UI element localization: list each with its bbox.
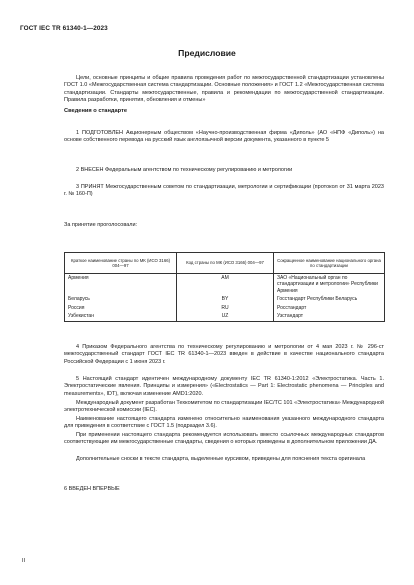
preface-paragraph: Цели, основные принципы и общие правила проведения работ по межгосударственной стандартизации установлены ГОСТ 1.0 «Межгосударственная система стандартизации. Основные положения» и ГОСТ 1.2 «Межгосударственная система стандартизации. Стандарты межгосударственные, правила и рекомендации по межгосударственной стандартизации. Правила разработки, принятия, обновления и отмены» bbox=[64, 75, 384, 103]
cell-body: ЗАО «Национальный орган по стандартизации и метрологии» Республики Армения bbox=[274, 274, 385, 296]
cell-country: Армения bbox=[65, 274, 177, 296]
table-row bbox=[65, 295, 385, 303]
about-standard-heading: Сведения о стандарте bbox=[64, 108, 128, 114]
cell-country: Узбекистан bbox=[65, 312, 177, 322]
item-5-recommendation: При применении настоящего стандарта рекомендуется использовать вместо ссылочных международных стандартов соответствующие им межгосударственные стандарты, сведения о которых приведены в дополнительном приложении ДА. bbox=[64, 432, 384, 446]
cell-body: Росстандарт bbox=[274, 304, 385, 312]
table-row bbox=[65, 274, 385, 296]
item-2-introduced: 2 ВНЕСЕН Федеральным агентством по техническому регулированию и метрологии bbox=[76, 167, 293, 173]
item-5-developed-by: Международный документ разработан Техкомитетом по стандартизации IEC/TC 101 «Электростатика» Международной электротехнической комиссии (IEC). bbox=[64, 400, 384, 414]
cell-code: RU bbox=[177, 304, 274, 312]
cell-country: Беларусь bbox=[65, 295, 177, 303]
voting-states-table bbox=[64, 252, 385, 322]
table-row bbox=[65, 304, 385, 312]
table-row bbox=[65, 312, 385, 322]
table-header-country: Краткое наименование страны по МК (ИСО 3166) 004—97 bbox=[65, 253, 177, 274]
table-header-body: Сокращенное наименование национального органа по стандартизации bbox=[274, 253, 385, 274]
item-5-footnotes: Дополнительные сноски в тексте стандарта, выделенные курсивом, приведены для пояснения текста оригинала bbox=[76, 456, 366, 462]
page-number: II bbox=[22, 558, 26, 564]
item-1-prepared: 1 ПОДГОТОВЛЕН Акционерным обществом «Научно-производственная фирма «Диполь» (АО «НПФ «Диполь») на основе собственного перевода на русский язык англоязычной версии документа, указанного в пункте 5 bbox=[64, 130, 384, 144]
cell-code: UZ bbox=[177, 312, 274, 322]
item-4-order: 4 Приказом Федерального агентства по техническому регулированию и метрологии от 4 мая 2023 г. № 296-ст межгосударственный стандарт ГОСТ IEC TR 61340-1—2023 введен в действие в качестве национального стандарта Российской Федерации с 1 июня 2023 г. bbox=[64, 344, 384, 365]
cell-body: Узстандарт bbox=[274, 312, 385, 322]
standard-header: ГОСТ IEC TR 61340-1—2023 bbox=[20, 25, 108, 32]
item-5-name-change: Наименование настоящего стандарта изменено относительно наименования указанного международного стандарта для приведения в соответствие с ГОСТ 1.5 (подраздел 3.6). bbox=[64, 416, 384, 430]
cell-country: Россия bbox=[65, 304, 177, 312]
page-title: Предисловие bbox=[178, 48, 236, 58]
voted-label: За принятие проголосовали: bbox=[64, 222, 138, 228]
cell-code: BY bbox=[177, 295, 274, 303]
cell-code: AM bbox=[177, 274, 274, 296]
item-3-adopted: 3 ПРИНЯТ Межгосударственным советом по стандартизации, метрологии и сертификации (протокол от 31 марта 2023 г. № 160-П) bbox=[64, 184, 384, 198]
table-header-code: Код страны по МК (ИСО 3166) 004—97 bbox=[177, 253, 274, 274]
cell-body: Госстандарт Республики Беларусь bbox=[274, 295, 385, 303]
item-5-identical: 5 Настоящий стандарт идентичен международному документу IEC TR 61340-1:2012 «Электростатика. Часть 1. Электростатические явления. Принципы и измерения» («Electrostatics — Part 1: Electrostatic phenomena — Principles and measurements», IDT), включая изменение AMD1:2020. bbox=[64, 376, 384, 397]
table-header-row bbox=[65, 253, 385, 274]
item-6-first-introduced: 6 ВВЕДЕН ВПЕРВЫЕ bbox=[64, 486, 120, 492]
